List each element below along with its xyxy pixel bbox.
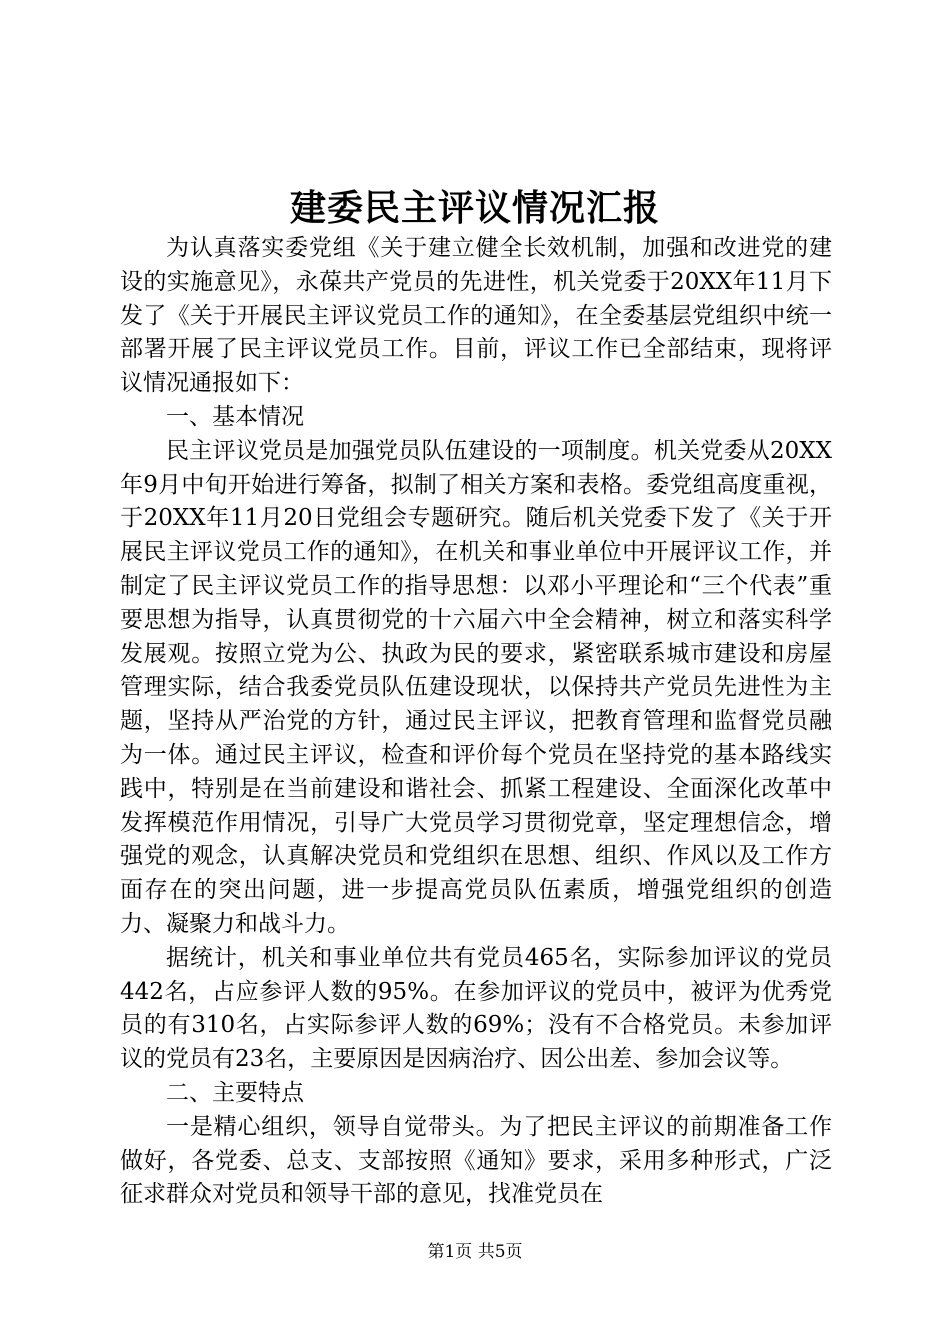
document-body (120, 232, 832, 1212)
paragraph-statistics: 据统计，机关和事业单位共有党员465名，实际参加评议的党员442名，占应参评人数的95%。在参加评议的党员中，被评为优秀党员的有310名，占实际参评人数的69%；没有不合格党员。未参加评议的党员有23名，主要原因是因病治疗、因公出差、参加会议等。 (120, 944, 832, 1073)
page-footer: 第1页 共5页 (427, 1242, 523, 1262)
paragraph-intro: 为认真落实委党组《关于建立健全长效机制，加强和改进党的建设的实施意见》，永葆共产党员的先进性，机关党委于20XX年11月下发了《关于开展民主评议党员工作的通知》，在全委基层党组织中统一部署开展了民主评议党员工作。目前，评议工作已全部结束，现将评议情况通报如下： (120, 235, 832, 397)
paragraph-feature-one: 一是精心组织，领导自觉带头。为了把民主评议的前期准备工作做好，各党委、总支、支部按照《通知》要求，采用多种形式，广泛征求群众对党员和领导干部的意见，找准党员在 (120, 1113, 832, 1208)
document-title: 建委民主评议情况汇报 (289, 187, 660, 229)
section-heading-features: 二、主要特点 (166, 1079, 304, 1106)
section-heading-basic: 一、基本情况 (166, 403, 304, 430)
paragraph-basic-situation: 民主评议党员是加强党员队伍建设的一项制度。机关党委从20XX年9月中旬开始进行筹备，拟制了相关方案和表格。委党组高度重视，于20XX年11月20日党组会专题研究。随后机关党委下发了《关于开展民主评议党员工作的通知》，在机关和事业单位中开展评议工作，并制定了民主评议党员工作的指导思想：以邓小平理论和“三个代表”重要思想为指导，认真贯彻党的十六届六中全会精神，树立和落实科学发展观。按照立党为公、执政为民的要求，紧密联系城市建设和房屋管理实际，结合我委党员队伍建设现状，以保持共产党员先进性为主题，坚持从严治党的方针，通过民主评议，把教育管理和监督党员融为一体。通过民主评议，检查和评价每个党员在坚持党的基本路线实践中，特别是在当前建设和谐社会、抓紧工程建设、全面深化改革中发挥模范作用情况，引导广大党员学习贯彻党章，坚定理想信念，增强党的观念，认真解决党员和党组织在思想、组织、作风以及工作方面存在的突出问题，进一步提高党员队伍素质，增强党组织的创造力、凝聚力和战斗力。 (120, 437, 832, 937)
